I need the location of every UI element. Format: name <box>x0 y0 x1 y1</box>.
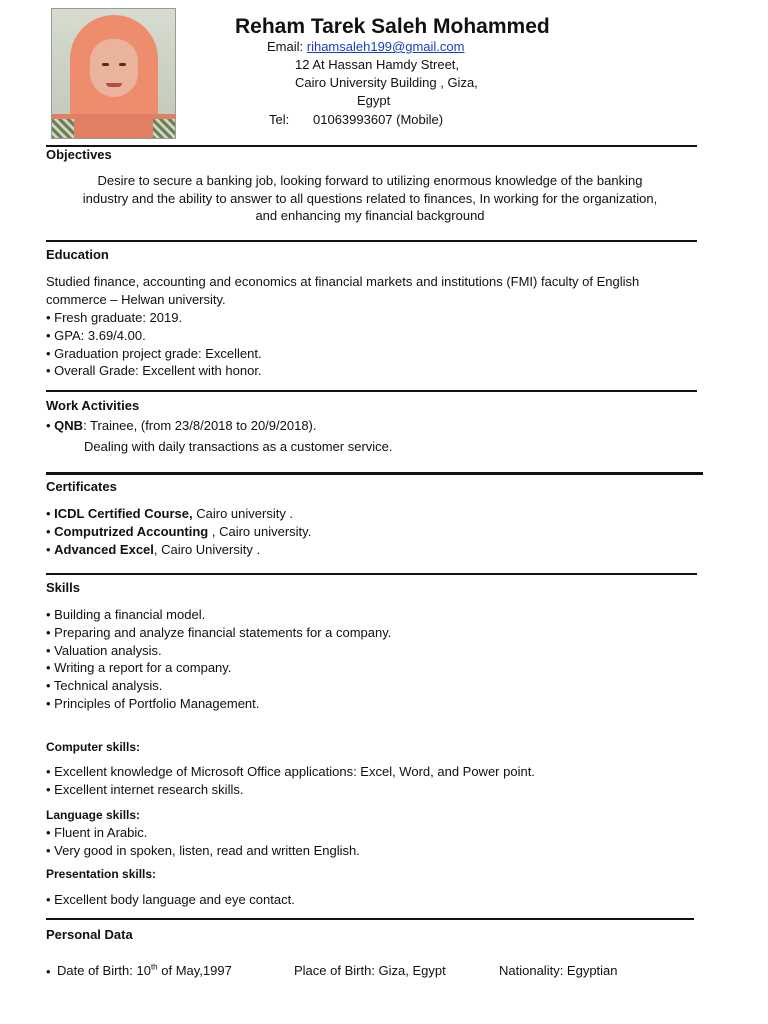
certificate-name: ICDL Certified Course, <box>54 506 193 521</box>
skill-item: • Preparing and analyze financial statements for a company. <box>46 625 392 640</box>
language-skills-heading: Language skills: <box>46 808 141 822</box>
email-link[interactable]: rihamsaleh199@gmail.com <box>306 39 465 54</box>
divider <box>46 240 697 242</box>
work-detail: : Trainee, (from 23/8/2018 to 20/9/2018). <box>83 418 317 433</box>
bullet: • <box>46 964 51 979</box>
objectives-line: Desire to secure a banking job, looking forward to utilizing enormous knowledge of the banking <box>97 173 643 188</box>
tel-label: Tel: <box>269 112 290 127</box>
dob-rest: of May,1997 <box>157 963 232 978</box>
skill-item: • Principles of Portfolio Management. <box>46 696 260 711</box>
certificate-issuer: Cairo university . <box>192 506 294 521</box>
computer-skill-item: • Excellent knowledge of Microsoft Office applications: Excel, Word, and Power point. <box>46 764 535 779</box>
nationality: Nationality: Egyptian <box>499 963 618 978</box>
certificate-item <box>46 523 311 541</box>
divider <box>46 918 694 920</box>
section-heading-work: Work Activities <box>46 398 140 413</box>
computer-skills-heading: Computer skills: <box>46 740 141 754</box>
skill-item: • Technical analysis. <box>46 678 163 693</box>
education-line: • Fresh graduate: 2019. <box>46 310 183 325</box>
email-label: Email: <box>267 39 304 54</box>
skill-item: • Writing a report for a company. <box>46 660 232 675</box>
company-name: QNB <box>54 418 84 433</box>
language-skill-item: • Very good in spoken, listen, read and written English. <box>46 843 360 858</box>
education-line: Studied finance, accounting and economics at financial markets and institutions (FMI) faculty of English <box>46 274 640 289</box>
divider <box>46 145 697 147</box>
work-description: Dealing with daily transactions as a customer service. <box>84 439 393 454</box>
tel-value: 01063993607 (Mobile) <box>313 112 444 127</box>
certificate-issuer: , Cairo University . <box>153 542 261 557</box>
divider <box>46 573 697 575</box>
certificate-issuer: , Cairo university. <box>208 524 312 539</box>
certificate-item <box>46 505 293 523</box>
section-heading-skills: Skills <box>46 580 80 595</box>
dob-label: Date of Birth: 10 <box>57 963 151 978</box>
email-line <box>267 38 464 56</box>
bullet: • <box>46 542 55 557</box>
certificate-item <box>46 541 260 559</box>
presentation-skill-item: • Excellent body language and eye contact. <box>46 892 295 907</box>
language-skill-item: • Fluent in Arabic. <box>46 825 148 840</box>
address-line-2: Cairo University Building , Giza, <box>295 75 478 90</box>
section-heading-objectives: Objectives <box>46 147 112 162</box>
education-line: • GPA: 3.69/4.00. <box>46 328 146 343</box>
computer-skill-item: • Excellent internet research skills. <box>46 782 244 797</box>
bullet: • <box>46 418 55 433</box>
skill-item: • Valuation analysis. <box>46 643 162 658</box>
candidate-name: Reham Tarek Saleh Mohammed <box>235 15 550 38</box>
date-of-birth <box>57 962 232 980</box>
divider <box>46 472 703 475</box>
certificate-name: Advanced Excel <box>54 542 154 557</box>
section-heading-certificates: Certificates <box>46 479 117 494</box>
certificate-name: Computrized Accounting <box>54 524 209 539</box>
bullet: • <box>46 506 55 521</box>
objectives-line: and enhancing my financial background <box>255 208 485 223</box>
work-item <box>46 417 317 435</box>
education-line: • Graduation project grade: Excellent. <box>46 346 262 361</box>
section-heading-personal: Personal Data <box>46 927 133 942</box>
presentation-skills-heading: Presentation skills: <box>46 867 157 881</box>
divider <box>46 390 697 392</box>
address-line-3: Egypt <box>357 93 391 108</box>
objectives-line: industry and the ability to answer to all questions related to finances, In working for the organization, <box>82 191 658 206</box>
dob-ordinal: th <box>150 962 158 972</box>
skill-item: • Building a financial model. <box>46 607 206 622</box>
education-line: commerce – Helwan university. <box>46 292 226 307</box>
section-heading-education: Education <box>46 247 109 262</box>
place-of-birth: Place of Birth: Giza, Egypt <box>294 963 446 978</box>
profile-photo <box>51 8 176 139</box>
education-line: • Overall Grade: Excellent with honor. <box>46 363 262 378</box>
address-line-1: 12 At Hassan Hamdy Street, <box>295 57 460 72</box>
bullet: • <box>46 524 55 539</box>
